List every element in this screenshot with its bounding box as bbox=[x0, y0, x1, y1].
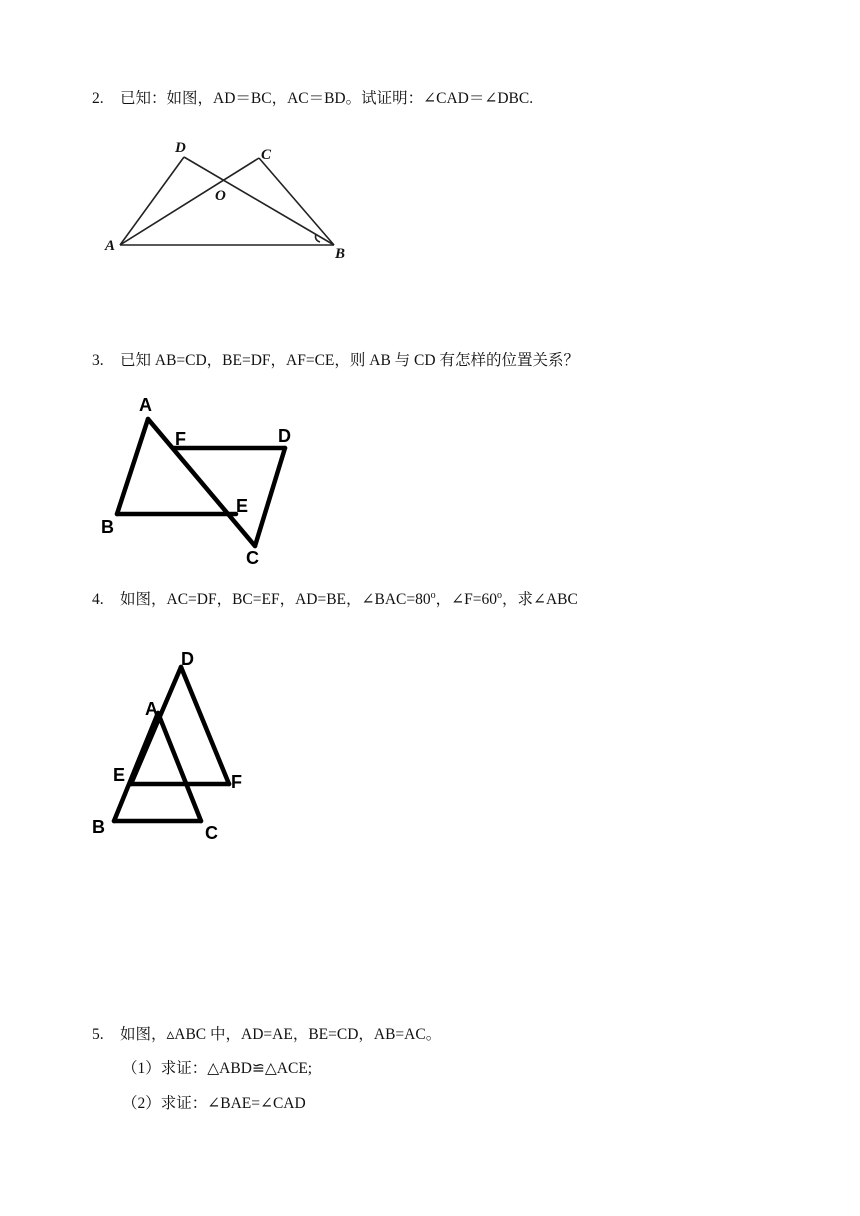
label-d: D bbox=[181, 649, 194, 669]
degree-mark: o bbox=[497, 590, 502, 601]
label-a: A bbox=[105, 238, 116, 254]
label-d: D bbox=[175, 140, 186, 156]
label-e: E bbox=[236, 496, 249, 516]
question-text-after: ，求∠ABC bbox=[502, 591, 578, 609]
question-number: 3. bbox=[92, 352, 104, 369]
label-e: E bbox=[113, 765, 126, 785]
label-c: C bbox=[261, 147, 272, 163]
label-o: O bbox=[215, 188, 226, 204]
segment-ac bbox=[158, 713, 201, 821]
question-text-mid: ，∠F=60 bbox=[435, 591, 497, 609]
label-b: B bbox=[101, 517, 114, 537]
question-text: 已知 AB=CD，BE=DF，AF=CE，则 AB 与 CD 有怎样的位置关系？ bbox=[120, 352, 579, 369]
question-5-part-1: （1）求证：△ABD≌△ACE; bbox=[122, 1060, 313, 1077]
label-a: A bbox=[139, 395, 152, 415]
label-c: C bbox=[246, 548, 259, 568]
question-text: 如图，▵ABC 中，AD=AE，BE=CD，AB=AC。 bbox=[120, 1026, 442, 1043]
label-c: C bbox=[205, 823, 218, 843]
question-number: 5. bbox=[92, 1026, 104, 1043]
label-d: D bbox=[278, 426, 291, 446]
label-f: F bbox=[175, 429, 186, 449]
question-number: 4. bbox=[92, 591, 104, 609]
question-number: 2. bbox=[92, 90, 104, 107]
degree-mark: o bbox=[430, 590, 436, 601]
question-5-part-2: （2）求证：∠BAE=∠CAD bbox=[122, 1095, 306, 1112]
label-a: A bbox=[145, 699, 158, 719]
label-b: B bbox=[335, 246, 346, 262]
question-5 bbox=[92, 1025, 441, 1045]
question-text-before: 如图，AC=DF，BC=EF，AD=BE，∠BAC=80 bbox=[120, 591, 431, 609]
segment-df bbox=[181, 667, 229, 784]
label-f: F bbox=[231, 772, 242, 792]
label-b: B bbox=[92, 817, 105, 837]
question-text: 已知：如图，AD＝BC，AC＝BD。试证明：∠CAD＝∠DBC. bbox=[120, 90, 534, 107]
